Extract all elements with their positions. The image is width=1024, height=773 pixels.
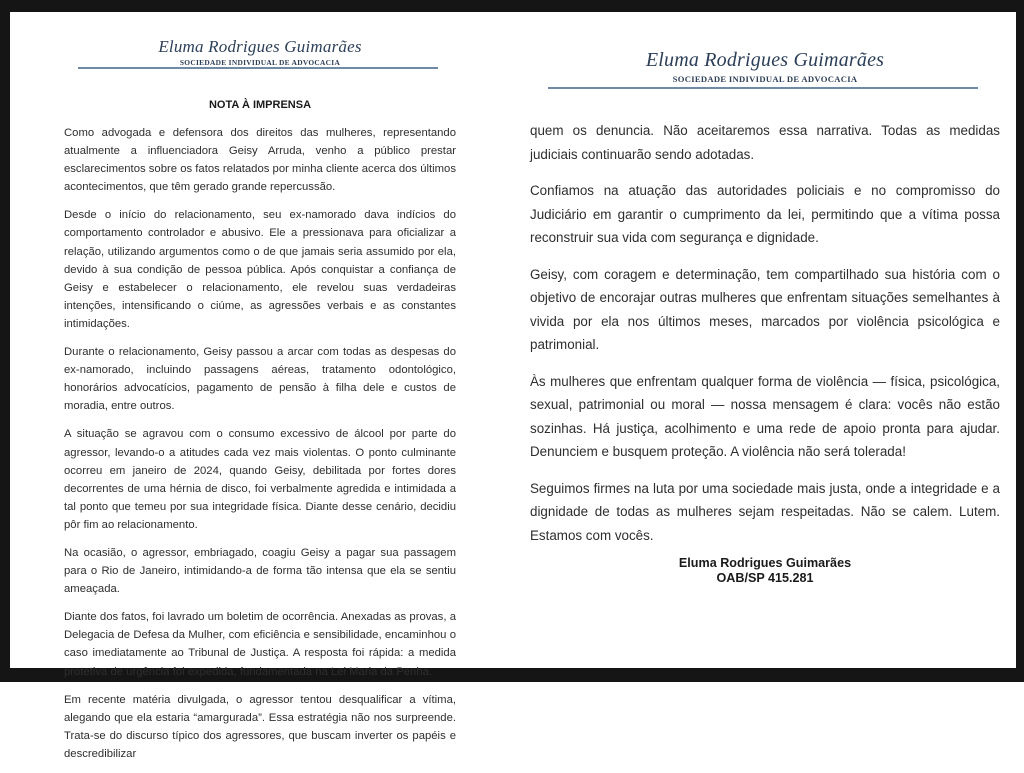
letterhead-name: Eluma Rodrigues Guimarães <box>158 37 362 56</box>
page-divider <box>504 0 512 682</box>
letterhead-rule <box>78 67 438 69</box>
signature-block <box>640 556 890 586</box>
paragraph: Geisy, com coragem e determinação, tem compartilhado sua história com o objetivo de encorajar outras mulheres que enfrentam situações semelhantes à vivida por ela nos últimos meses, marcados por violência psicológica e patrimonial. <box>530 266 1000 352</box>
frame-left-border <box>0 0 10 682</box>
paragraph: Durante o relacionamento, Geisy passou a arcar com todas as despesas do ex-namorado, incluindo passagens aéreas, tratamento odontológico, honorários advocatícios, pagamento de pensão à filha dele e custos de moradia, entre outros. <box>64 346 456 413</box>
paragraph: Em recente matéria divulgada, o agressor tentou desqualificar a vítima, alegando que ela estaria “amargurada”. Essa estratégia não nos surpreende. Trata-se do discurso típico dos agressores, que buscam inverter os papéis e descredibilizar <box>64 693 456 760</box>
paragraph: quem os denuncia. Não aceitaremos essa narrativa. Todas as medidas judiciais continuarão sendo adotadas. <box>530 123 1000 162</box>
letterhead-subtitle: SOCIEDADE INDIVIDUAL DE ADVOCACIA <box>672 74 858 84</box>
paragraph: Seguimos firmes na luta por uma sociedade mais justa, onde a integridade e a dignidade de todas as mulheres sejam respeitadas. Não se calem. Lutem. Estamos com vocês. <box>530 480 1000 543</box>
signature-name: Eluma Rodrigues Guimarães <box>678 556 852 570</box>
press-note-title: NOTA À IMPRENSA <box>208 99 312 111</box>
paragraph: Confiamos na atuação das autoridades policiais e no compromisso do Judiciário em garantir o cumprimento da lei, permitindo que a vítima possa reconstruir sua vida com segurança e dignidade. <box>530 183 1000 245</box>
paragraph: Na ocasião, o agressor, embriagado, coagiu Geisy a pagar sua passagem para o Rio de Janeiro, intimidando-a de forma tão intensa que ela se sentiu ameaçada. <box>64 546 456 596</box>
paragraph: Diante dos fatos, foi lavrado um boletim de ocorrência. Anexadas as provas, a Delegacia de Defesa da Mulher, com eficiência e sensibilidade, encaminhou o caso imediatamente ao Tribunal de Justiça. A resposta foi rápida: a medida protetiva de urgência foi expedida, fundamentada na Lei Maria da Penha. <box>64 611 456 678</box>
letterhead-name: Eluma Rodrigues Guimarães <box>645 49 885 71</box>
paragraph: Desde o início do relacionamento, seu ex-namorado dava indícios do comportamento controlador e abusivo. Ele a pressionava para oficializar a relação, utilizando argumentos como o de que jamais seria assumido por ela, devido à sua condição de pessoa pública. Após conquistar a confiança de Geisy e estabelecer o relacionamento, ele revelou suas verdadeiras intenções, intensificando o ciúme, as agressões verbais e as constantes intimidações. <box>64 209 456 330</box>
frame-right-border <box>1016 0 1024 682</box>
left-letterhead <box>150 38 370 67</box>
paragraph: A situação se agravou com o consumo excessivo de álcool por parte do agressor, levando-o a atitudes cada vez mais violentas. O ponto culminante ocorreu em janeiro de 2024, quando Geisy, debilitada por fortes dores decorrentes de uma hérnia de disco, foi verbalmente agredida e intimidada a tal ponto que temeu por sua integridade física. Diante desse cenário, decidiu pôr fim ao relacionamento. <box>64 428 456 531</box>
signature-registration: OAB/SP 415.281 <box>716 571 814 585</box>
right-body-text <box>530 119 1000 560</box>
left-body-text <box>64 124 456 773</box>
letterhead-subtitle: SOCIEDADE INDIVIDUAL DE ADVOCACIA <box>179 58 341 67</box>
paragraph: Às mulheres que enfrentam qualquer forma de violência — física, psicológica, sexual, patrimonial ou moral — nossa mensagem é clara: vocês não estão sozinhas. Há justiça, acolhimento e uma rede de apoio pronta para ajudar. Denunciem e busquem proteção. A violência não será tolerada! <box>530 373 1000 459</box>
frame-top-border <box>0 0 1024 12</box>
letterhead-rule <box>548 87 978 89</box>
paragraph: Como advogada e defensora dos direitos das mulheres, representando atualmente a influenciadora Geisy Arruda, venho a público prestar esclarecimentos sobre os fatos relatados por minha cliente acerca dos últimos acontecimentos, que têm gerado grande repercussão. <box>64 127 456 194</box>
right-letterhead <box>600 50 930 84</box>
